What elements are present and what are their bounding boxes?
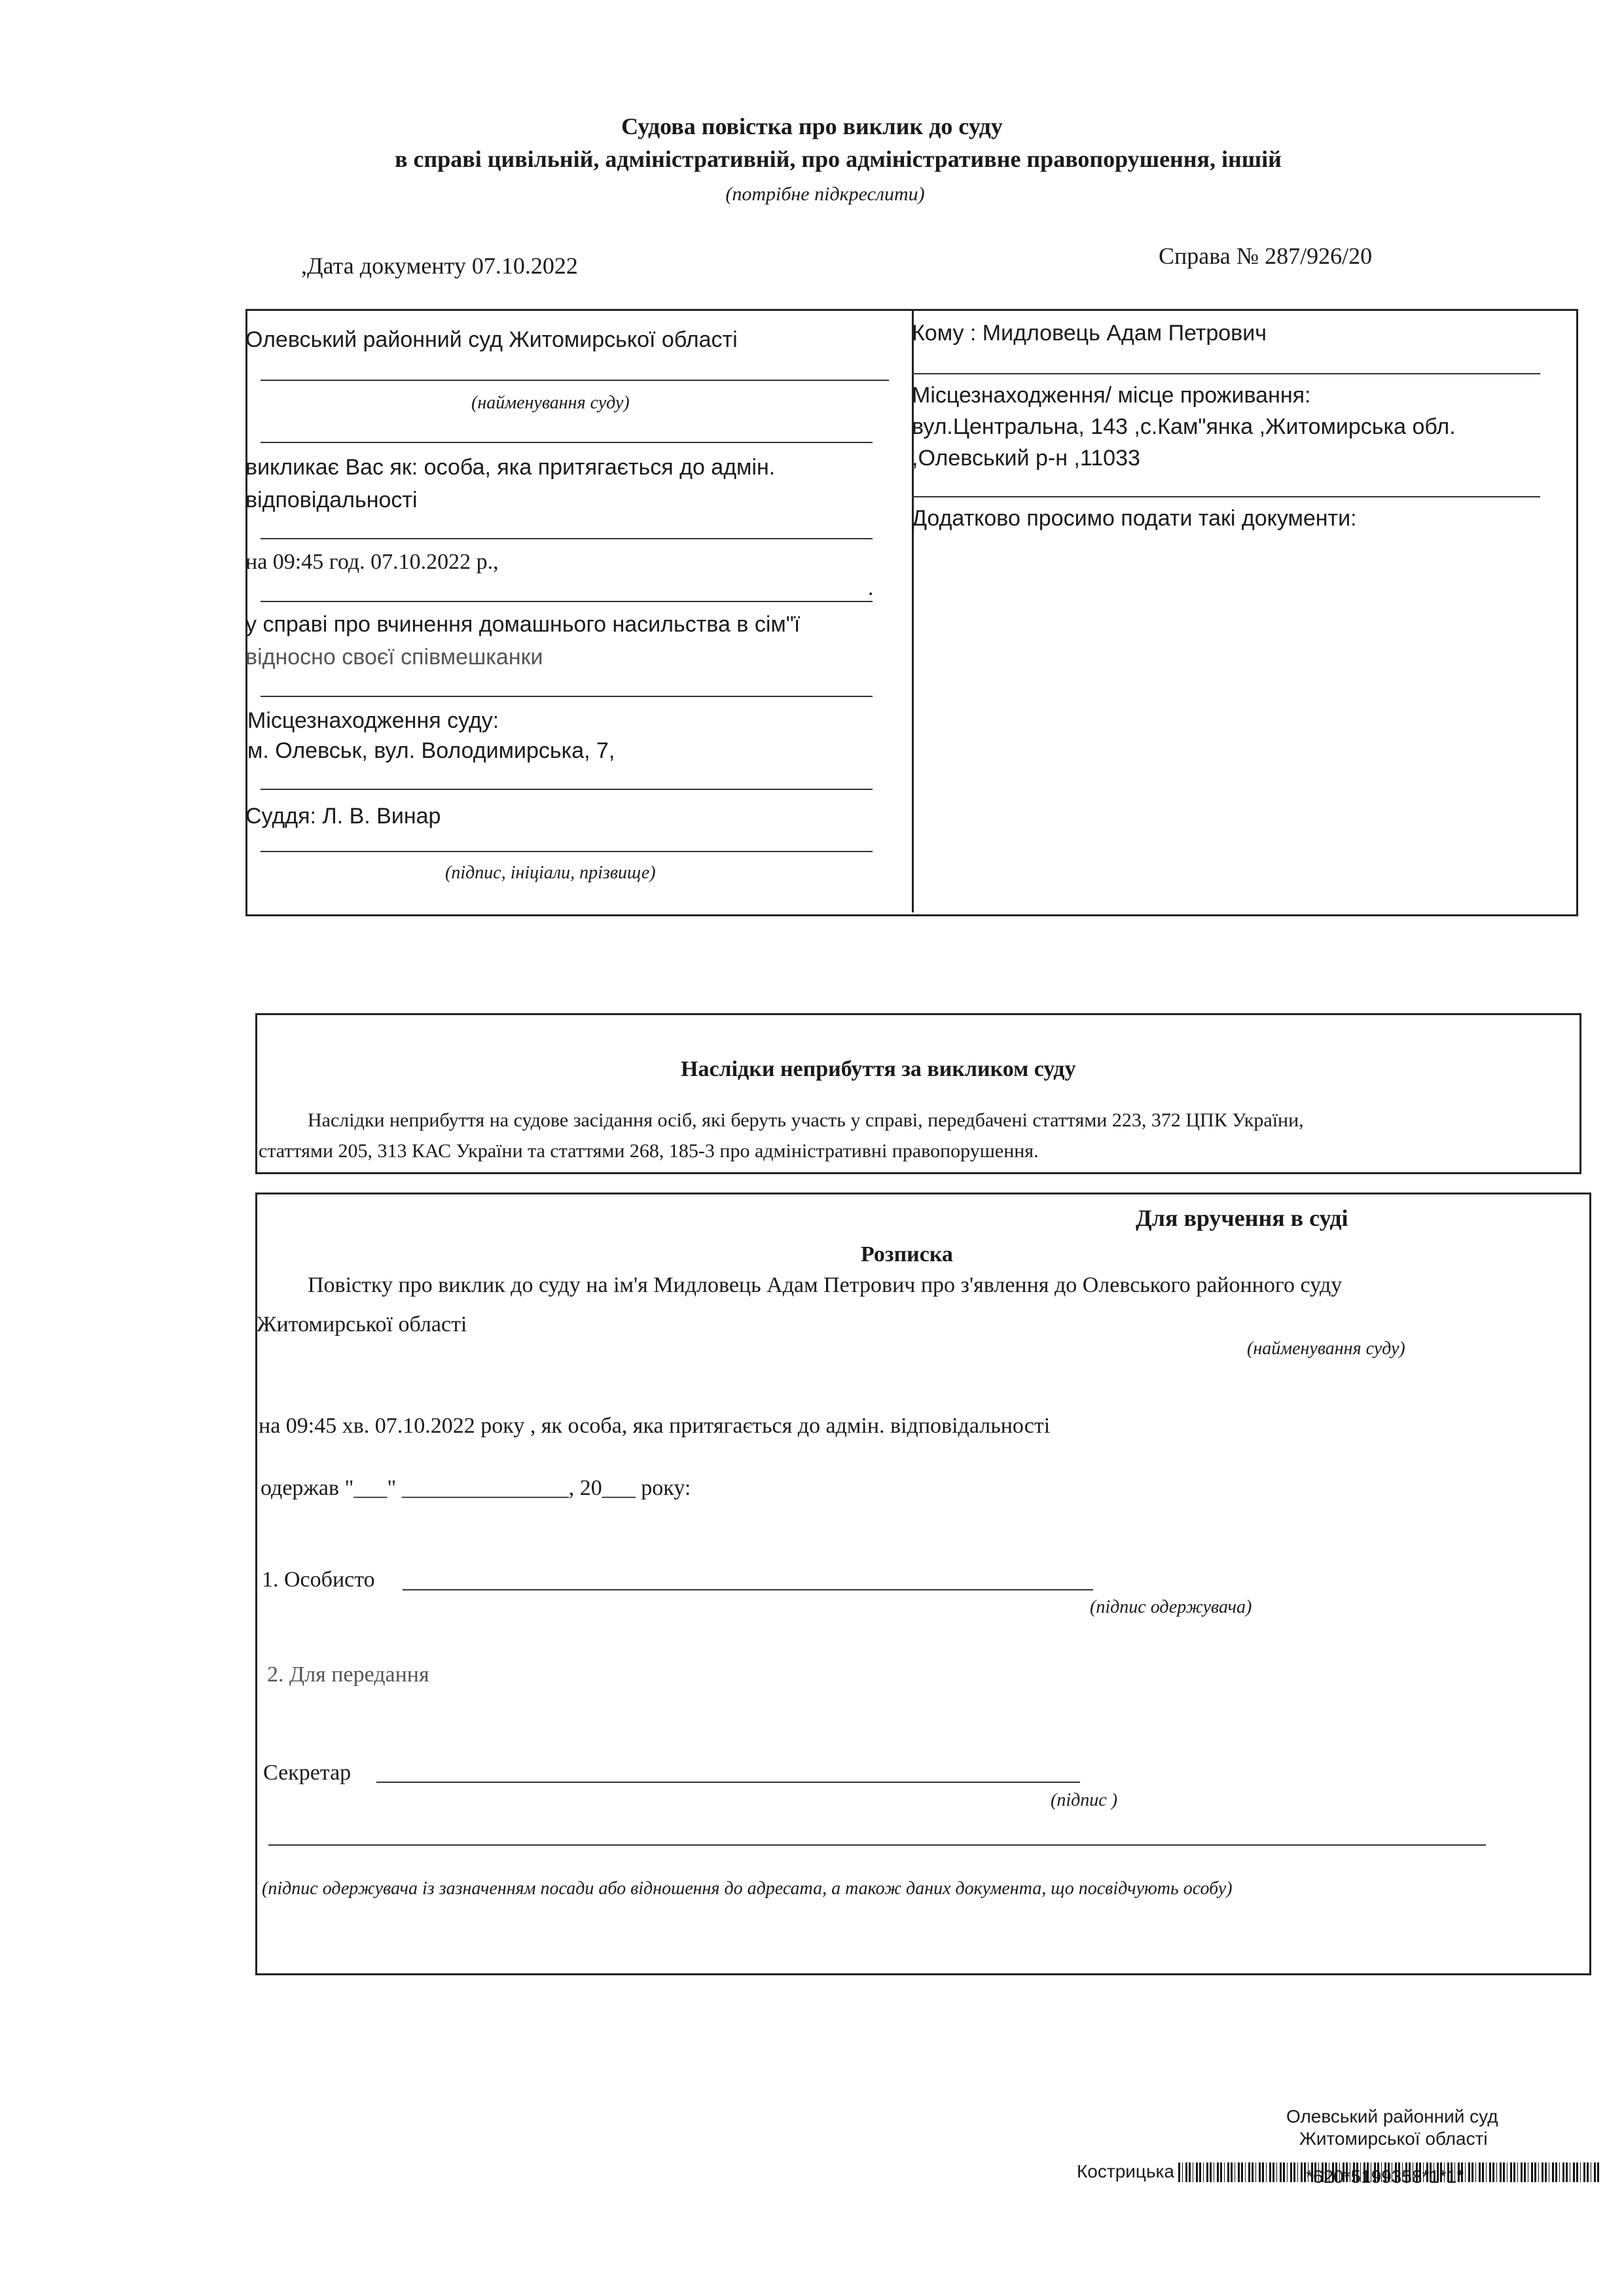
- rule: [261, 789, 873, 790]
- consequences-text-line2: статтями 205, 313 КАС України та статтями 268, 185-3 про адміністративні правопорушення.: [259, 1140, 1039, 1162]
- case-subject-line1: у справі про вчинення домашнього насильства в сім"ї: [245, 612, 801, 637]
- address-line2: ,Олевський р-н ,11033: [912, 446, 1140, 471]
- receipt-bottom-caption: (підпис одержувача із зазначенням посади або відношення до адресата, а також даних документа, що посвідчують особу): [262, 1878, 1233, 1899]
- rule: [261, 851, 873, 852]
- barcode-text: *620*5199358*1*1*: [1306, 2166, 1464, 2187]
- summons-role-line1: викликає Вас як: особа, яка притягається до адмін.: [245, 455, 776, 480]
- consequences-text-line1: Наслідки неприбуття на судове засідання осіб, які беруть участь у справі, передбачені статтями 223, 372 ЦПК України,: [308, 1109, 1304, 1131]
- address-line1: вул.Центральна, 143 ,с.Кам"янка ,Житомирська обл.: [912, 414, 1456, 439]
- case-subject-line2: відносно своєї співмешканки: [245, 645, 543, 670]
- document-date: ,Дата документу 07.10.2022: [301, 253, 578, 279]
- address-label: Місцезнаходження/ місце проживання:: [912, 383, 1311, 408]
- rule: [261, 601, 873, 602]
- recipient-signature-caption: (підпис одержувача): [1090, 1597, 1252, 1617]
- summons-title: Судова повістка про виклик до суду: [621, 113, 1003, 139]
- court-name: Олевський районний суд Житомирської області: [245, 327, 738, 352]
- court-location-label: Місцезнаходження суду:: [247, 708, 499, 733]
- consequences-title: Наслідки неприбуття за викликом суду: [681, 1057, 1076, 1081]
- receipt-text-line1: Повістку про виклик до суду на ім'я Мидловець Адам Петрович про з'явлення до Олевського районного суду: [308, 1273, 1343, 1297]
- rule: [261, 442, 873, 443]
- rule: [912, 496, 1540, 497]
- judge-caption: (підпис, ініціали, прізвище): [445, 863, 656, 883]
- court-name-caption: (найменування суду): [471, 393, 630, 413]
- received-date-line: одержав "___" _______________, 20___ року:: [261, 1476, 691, 1500]
- underline-note: (потрібне підкреслити): [725, 183, 925, 205]
- secretary-label: Секретар: [263, 1761, 352, 1785]
- case-number: Справа № 287/926/20: [1159, 243, 1373, 269]
- recipient-name: Кому : Мидловець Адам Петрович: [912, 321, 1267, 346]
- stamp-court-line2: Житомирської області: [1299, 2128, 1488, 2149]
- receipt-court-caption: (найменування суду): [1247, 1338, 1405, 1359]
- rule: [261, 380, 889, 381]
- recipient-signature-line: [403, 1589, 1093, 1590]
- summons-subtitle: в справі цивільній, адміністративній, про адміністративне правопорушення, іншій: [395, 146, 1282, 172]
- rule: [268, 1844, 1486, 1846]
- transfer-label: 2. Для передання: [267, 1662, 429, 1687]
- court-location-value: м. Олевськ, вул. Володимирська, 7,: [247, 738, 615, 763]
- stamp-court-line1: Олевський районний суд: [1286, 2106, 1498, 2126]
- personal-receipt-label: 1. Особисто: [262, 1568, 375, 1592]
- hearing-time-dot: .: [868, 576, 874, 600]
- receipt-title: Розписка: [861, 1242, 953, 1266]
- for-court-delivery: Для вручення в суді: [1136, 1205, 1348, 1231]
- receipt-box: [255, 1193, 1591, 1975]
- secretary-signature-caption: (підпис ): [1051, 1790, 1118, 1810]
- receipt-text-line2: Житомирської області: [257, 1312, 467, 1336]
- rule: [261, 696, 873, 697]
- clerk-name: Кострицька: [1077, 2161, 1174, 2181]
- receipt-hearing-time: на 09:45 хв. 07.10.2022 року , як особа, яка притягається до адмін. відповідальності: [259, 1414, 1051, 1438]
- rule: [912, 373, 1540, 374]
- additional-documents: Додатково просимо подати такі документи:: [912, 506, 1357, 531]
- hearing-time: на 09:45 год. 07.10.2022 р.,: [245, 550, 499, 574]
- summons-role-line2: відповідальності: [245, 488, 418, 512]
- rule: [261, 538, 873, 539]
- secretary-signature-line: [376, 1782, 1080, 1783]
- judge-name: Суддя: Л. В. Винар: [245, 804, 441, 829]
